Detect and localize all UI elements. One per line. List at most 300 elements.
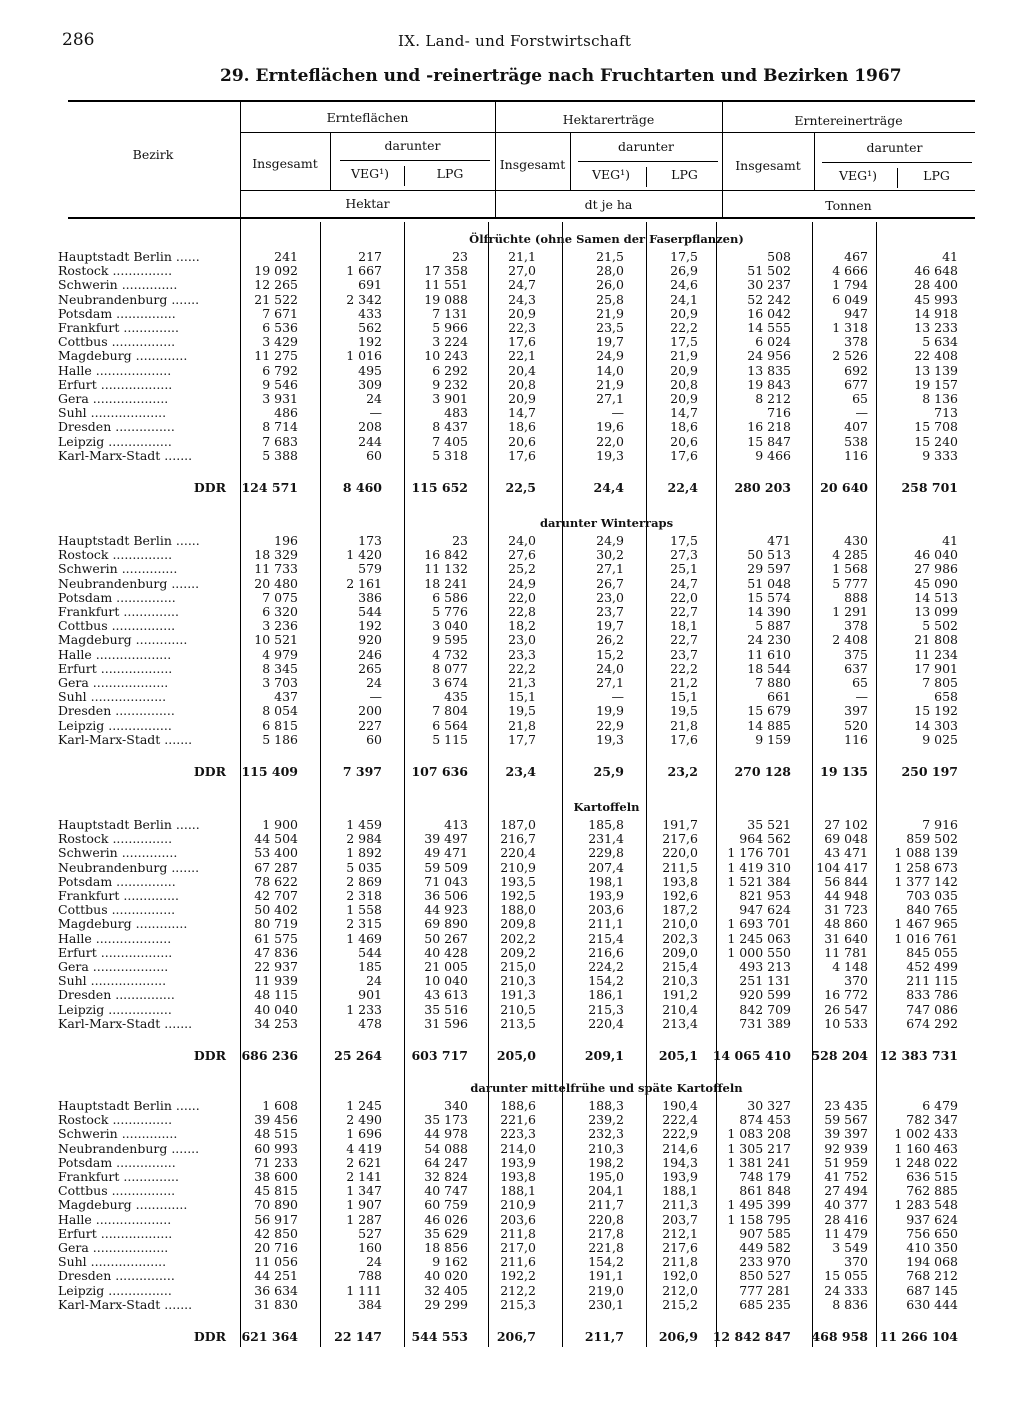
table-cell: 18 329 [254,547,298,563]
bezirk-name: Suhl ................... [58,406,167,421]
table-cell: 80 719 [254,916,298,932]
table-cell: 19 157 [914,376,958,392]
table-cell: 10 243 [424,348,468,364]
table-cell: 435 [444,689,468,705]
table-cell: 212,1 [662,1225,698,1241]
table-cell: 14 303 [914,717,958,733]
table-cell: 527 [358,1225,382,1241]
table-cell: 193,8 [662,873,698,889]
table-cell: 15,1 [508,689,536,705]
table-cell: 7 405 [432,433,468,449]
table-cell: 888 [844,589,868,605]
table-cell: 7 131 [432,305,468,321]
table-cell: 24,9 [596,348,624,364]
table-cell: 213,4 [662,1015,698,1031]
table-cell: 14 885 [747,717,791,733]
ddr-total-cell: 115 652 [411,480,468,495]
header-insgesamt: Insgesamt [499,157,566,172]
table-cell: 14 390 [747,604,791,619]
table-cell: 210,3 [588,1140,624,1156]
table-cell: 947 624 [739,902,791,918]
table-cell: 8 054 [262,703,298,719]
table-cell: 25,8 [596,291,624,307]
table-cell: 209,2 [500,944,536,960]
bezirk-name: Leipzig ................ [58,1002,172,1017]
bezirk-name: Gera ................... [58,1241,169,1255]
table-cell: 188,1 [500,1183,536,1199]
table-cell: 579 [358,561,382,577]
table-cell: 42 707 [254,888,298,903]
table-cell: 30 327 [747,1098,791,1113]
bezirk-name: Erfurt .................. [58,945,173,960]
table-cell: 211,3 [662,1197,698,1213]
table-cell: 27 986 [914,561,958,577]
table-cell: 265 [358,660,382,676]
table-cell: 748 179 [739,1169,791,1184]
table-cell: 674 292 [906,1015,958,1031]
table-cell: 1 667 [346,263,382,279]
table-cell: 246 [358,646,382,662]
header-lpg: LPG [923,168,950,183]
bezirk-name: Cottbus ................ [58,903,176,918]
bezirk-name: Potsdam ............... [58,874,176,889]
table-cell: 24,0 [508,533,536,548]
table-cell: 59 509 [424,859,468,875]
table-cell: 3 901 [432,391,468,406]
table-cell: 191,2 [662,987,698,1003]
table-cell: 214,6 [662,1140,698,1156]
table-cell: 920 [358,632,382,648]
table-cell: 378 [844,334,868,350]
table-cell: 11 132 [424,561,468,577]
table-cell: 8 437 [432,419,468,435]
table-cell: 185 [358,959,382,974]
table-cell: 43 471 [824,845,868,861]
table-cell: 21,2 [670,675,698,690]
table-cell: 413 [444,817,468,832]
table-cell: 60 993 [254,1140,298,1156]
table-cell: 27,0 [508,263,536,279]
table-cell: 17 358 [424,263,468,279]
table-cell: 762 885 [906,1183,958,1199]
ddr-total-cell: 603 717 [411,1048,468,1063]
table-cell: 210,0 [662,916,698,932]
table-cell: 5 966 [432,320,468,335]
table-cell: 15,1 [670,689,698,705]
table-cell: 220,4 [588,1015,624,1031]
table-cell: 203,7 [662,1211,698,1227]
table-cell: 493 213 [739,959,791,974]
table-cell: 188,1 [662,1183,698,1199]
table-cell: 23,7 [596,604,624,619]
ddr-total-cell: 621 364 [241,1329,298,1344]
table-cell: 703 035 [906,888,958,903]
bezirk-name: Dresden ............... [58,988,175,1003]
table-cell: 4 419 [346,1140,382,1156]
table-cell: 215,4 [662,959,698,974]
table-cell: 35 516 [424,1001,468,1017]
table-cell: 788 [358,1268,382,1284]
table-cell: 28,0 [596,263,624,279]
bezirk-name: Suhl ................... [58,974,167,989]
header-unit-tonnen: Tonnen [825,198,872,213]
table-cell: 211,7 [588,1197,624,1213]
table-cell: 10 040 [424,973,468,989]
table-cell: 53 400 [254,845,298,861]
table-cell: 24 [366,973,382,989]
ddr-total-label: DDR [193,1048,226,1063]
bezirk-name: Cottbus ................ [58,1184,176,1199]
table-cell: 22,2 [670,320,698,335]
table-cell: 19,5 [670,703,698,719]
table-cell: 430 [844,533,868,548]
table-cell: 1 248 022 [894,1154,958,1170]
table-cell: 19,3 [596,731,624,747]
table-cell: 211,6 [500,1254,536,1270]
table-cell: 70 890 [254,1197,298,1213]
table-cell: 210,4 [662,1001,698,1017]
ddr-total-cell: 12 842 847 [712,1329,791,1344]
table-cell: 15 679 [747,703,791,719]
ddr-total-cell: 12 383 731 [879,1048,958,1063]
table-cell: 29 299 [424,1296,468,1312]
table-cell: 471 [767,533,791,548]
table-cell: 22,0 [596,433,624,449]
bezirk-name: Karl-Marx-Stadt ....... [58,448,193,463]
table-cell: 2 161 [346,575,382,591]
table-cell: 26,2 [596,632,624,648]
table-cell: 24,0 [596,660,624,676]
header-divider [646,167,647,187]
bezirk-name: Frankfurt .............. [58,321,180,335]
table-cell: 821 953 [739,888,791,903]
ddr-total-cell: 24,4 [593,480,624,495]
table-cell: 20,4 [508,362,536,378]
table-cell: 20,9 [508,391,536,406]
table-cell: 22,9 [596,717,624,733]
table-cell: 17,6 [670,447,698,463]
section-title: darunter mittelfrühe und späte Kartoffeln [470,1081,743,1095]
table-cell: 20,6 [508,433,536,449]
table-cell: 17,6 [670,731,698,747]
table-cell: 26 547 [824,1001,868,1017]
table-cell: 22,8 [508,604,536,619]
table-cell: 14 555 [747,320,791,335]
bezirk-name: Hauptstadt Berlin ...... [58,250,200,264]
table-cell: 370 [844,973,868,989]
ddr-total-cell: 19 135 [820,764,868,779]
table-cell: 544 [358,944,382,960]
table-cell: 23 [452,533,468,548]
table-cell: 1 083 208 [727,1126,791,1142]
bezirk-name: Hauptstadt Berlin ...... [58,534,200,548]
table-cell: 9 595 [432,632,468,648]
table-cell: 24,7 [508,277,536,293]
table-cell: 17,5 [670,334,698,350]
table-cell: 216,6 [588,944,624,960]
table-cell: 24,9 [508,575,536,591]
table-cell: 39 397 [824,1126,868,1142]
table-cell: 22,2 [670,660,698,676]
table-cell: 370 [844,1254,868,1270]
bezirk-name: Cottbus ................ [58,619,176,634]
table-cell: 11 781 [824,944,868,960]
table-cell: 7 805 [922,675,958,690]
bezirk-name: Neubrandenburg ....... [58,292,200,307]
table-cell: 1 283 548 [894,1197,958,1213]
table-cell: 15 708 [914,419,958,435]
table-cell: 1 002 433 [894,1126,958,1142]
table-cell: 227 [358,717,382,733]
table-cell: — [611,405,624,421]
table-cell: 859 502 [906,831,958,847]
table-cell: 1 305 217 [727,1140,791,1156]
table-cell: 54 088 [424,1140,468,1156]
header-divider [404,166,405,186]
table-cell: 224,2 [588,959,624,974]
ddr-total-cell: 544 553 [411,1329,468,1344]
table-cell: 6 792 [262,362,298,378]
table-cell: 8 136 [922,391,958,406]
page-number: 286 [62,30,95,50]
table-cell: 64 247 [424,1154,468,1170]
table-cell: 1 111 [346,1282,382,1298]
table-cell: 13 139 [914,362,958,378]
table-cell: 907 585 [739,1225,791,1241]
table-cell: 209,0 [662,944,698,960]
ddr-total-cell: 468 958 [811,1329,868,1344]
bezirk-name: Rostock ............... [58,1113,173,1128]
table-cell: 15 192 [914,703,958,719]
table-cell: — [369,689,382,705]
table-cell: 221,6 [500,1112,536,1128]
table-cell: 44 948 [824,888,868,903]
table-cell: 195,0 [588,1169,624,1184]
table-cell: 51 502 [747,263,791,279]
table-cell: 208 [358,419,382,435]
table-cell: 6 564 [432,717,468,733]
table-cell: 677 [844,376,868,392]
table-cell: 7 683 [262,433,298,449]
bezirk-name: Neubrandenburg ....... [58,576,200,591]
table-cell: 1 000 550 [727,944,791,960]
table-cell: 19,7 [596,334,624,350]
table-cell: 8 077 [432,660,468,676]
table-cell: 685 235 [739,1296,791,1312]
table-cell: 239,2 [588,1112,624,1128]
table-cell: 22 408 [914,348,958,364]
table-cell: 1 558 [346,902,382,918]
table-cell: 40 377 [824,1197,868,1213]
bezirk-name: Magdeburg ............. [58,633,188,648]
table-cell: 18 856 [424,1240,468,1255]
table-cell: 478 [358,1015,382,1031]
table-cell: 194 068 [906,1254,958,1270]
table-cell: 43 613 [424,987,468,1003]
table-cell: 17,7 [508,731,536,747]
table-cell: 658 [934,689,958,705]
table-cell: 22,1 [508,348,536,364]
table-cell: 11 733 [254,561,298,577]
table-cell: 1 160 463 [894,1140,958,1156]
table-cell: 217,6 [662,1240,698,1255]
ddr-total-cell: 124 571 [241,480,298,495]
table-cell: 1 377 142 [894,873,958,889]
table-cell: 11 275 [254,348,298,364]
table-cell: 14,0 [596,362,624,378]
ddr-total-cell: 14 065 410 [712,1048,791,1063]
table-cell: 2 342 [346,291,382,307]
table-cell: 31 723 [824,902,868,918]
table-cell: 60 [366,731,382,747]
header-erntereinertraege: Erntereinerträge [794,113,903,128]
table-cell: 21,9 [596,376,624,392]
table-cell: 60 [366,447,382,463]
table-cell: 209,8 [500,916,536,932]
bezirk-name: Suhl ................... [58,690,167,705]
table-cell: 874 453 [739,1112,791,1128]
table-cell: 28 400 [914,277,958,293]
table-cell: 27,1 [596,675,624,690]
bezirk-name: Halle ................... [58,931,172,946]
table-cell: 11 551 [424,277,468,293]
table-cell: 18 544 [747,660,791,676]
table-cell: 964 562 [739,831,791,847]
ddr-total-cell: 209,1 [584,1048,624,1063]
bezirk-name: Halle ................... [58,647,172,662]
ddr-total-cell: 206,9 [658,1329,698,1344]
table-cell: 198,2 [588,1154,624,1170]
table-cell: 211,8 [662,1254,698,1270]
table-cell: 222,9 [662,1126,698,1142]
ddr-total-cell: 11 266 104 [879,1329,958,1344]
table-cell: 24 [366,391,382,406]
table-cell: 217,8 [588,1225,624,1241]
header-darunter: darunter [866,140,923,155]
table-cell: 13 835 [747,362,791,378]
table-cell: 9 333 [922,447,958,463]
table-cell: 25,2 [508,561,536,577]
table-cell: 232,3 [588,1126,624,1142]
table-cell: 207,4 [588,859,624,875]
table-cell: 160 [358,1240,382,1255]
table-cell: 16 842 [424,547,468,563]
table-cell: 562 [358,320,382,335]
section-title: Kartoffeln [573,800,640,814]
table-cell: 2 408 [832,632,868,648]
table-cell: 17,6 [508,334,536,350]
table-cell: 842 709 [739,1001,791,1017]
table-cell: 384 [358,1296,382,1312]
ddr-total-cell: 25 264 [334,1048,382,1063]
bezirk-name: Dresden ............... [58,704,175,719]
table-cell: 11 056 [254,1254,298,1270]
table-cell: 29 597 [747,561,791,577]
table-cell: 67 287 [254,859,298,875]
ddr-total-cell: 20 640 [820,480,868,495]
table-cell: 768 212 [906,1268,958,1284]
table-cell: 30,2 [596,547,624,563]
table-cell: 20,9 [508,305,536,321]
table-cell: 9 466 [755,447,791,463]
bezirk-name: Frankfurt .............. [58,605,180,619]
table-cell: 9 546 [262,376,298,392]
table-cell: 188,6 [500,1098,536,1113]
table-cell: 193,9 [500,1154,536,1170]
table-cell: 14 918 [914,305,958,321]
table-cell: 20,8 [670,376,698,392]
table-cell: 1 794 [832,277,868,293]
table-cell: 220,0 [662,845,698,861]
table-cell: 48 515 [254,1126,298,1142]
table-cell: 8 345 [262,660,298,676]
table-cell: 2 490 [346,1112,382,1128]
table-cell: 187,0 [500,817,536,832]
table-cell: 1 608 [262,1098,298,1113]
table-cell: 2 315 [346,916,382,932]
table-cell: 198,1 [588,873,624,889]
table-cell: 187,2 [662,902,698,918]
table-cell: 26,0 [596,277,624,293]
table-cell: 661 [767,689,791,705]
table-cell: 50 402 [254,902,298,918]
table-cell: 9 162 [432,1254,468,1270]
table-cell: 200 [358,703,382,719]
table-cell: 44 251 [254,1268,298,1284]
table-cell: 3 224 [432,334,468,350]
table-cell: 188,0 [500,902,536,918]
table-cell: 36 634 [254,1282,298,1298]
bezirk-name: Cottbus ................ [58,335,176,350]
table-cell: 7 075 [262,589,298,605]
table-cell: 34 253 [254,1015,298,1031]
table-cell: 23,0 [596,589,624,605]
table-cell: 833 786 [906,987,958,1003]
table-cell: 24,3 [508,291,536,307]
table-cell: 202,3 [662,930,698,946]
table-cell: 386 [358,589,382,605]
table-cell: 5 634 [922,334,958,350]
ddr-total-cell: 115 409 [241,764,298,779]
ddr-total-cell: 258 701 [901,480,958,495]
table-cell: 46 026 [424,1211,468,1227]
table-cell: 782 347 [906,1112,958,1128]
table-cell: 204,1 [588,1183,624,1199]
table-cell: 1 245 [346,1098,382,1113]
table-cell: 11 610 [747,646,791,662]
table-cell: 61 575 [254,930,298,946]
table-cell: 1 016 [346,348,382,364]
table-cell: 19 092 [254,263,298,279]
table-cell: 38 600 [254,1169,298,1184]
table-cell: 375 [844,646,868,662]
table-cell: 9 159 [755,731,791,747]
table-cell: 22,7 [670,632,698,648]
table-cell: 24 230 [747,632,791,648]
table-cell: 59 567 [824,1112,868,1128]
table-cell: 16 218 [747,419,791,435]
table-cell: 20,6 [670,433,698,449]
table-cell: 22 937 [254,959,298,974]
table-cell: 21,1 [508,249,536,264]
table-cell: 16 042 [747,305,791,321]
table-cell: 116 [844,731,868,747]
table-cell: 920 599 [739,987,791,1003]
table-cell: 845 055 [906,944,958,960]
bezirk-name: Suhl ................... [58,1255,167,1270]
table-cell: 65 [852,675,868,690]
bezirk-name: Leipzig ................ [58,718,172,733]
